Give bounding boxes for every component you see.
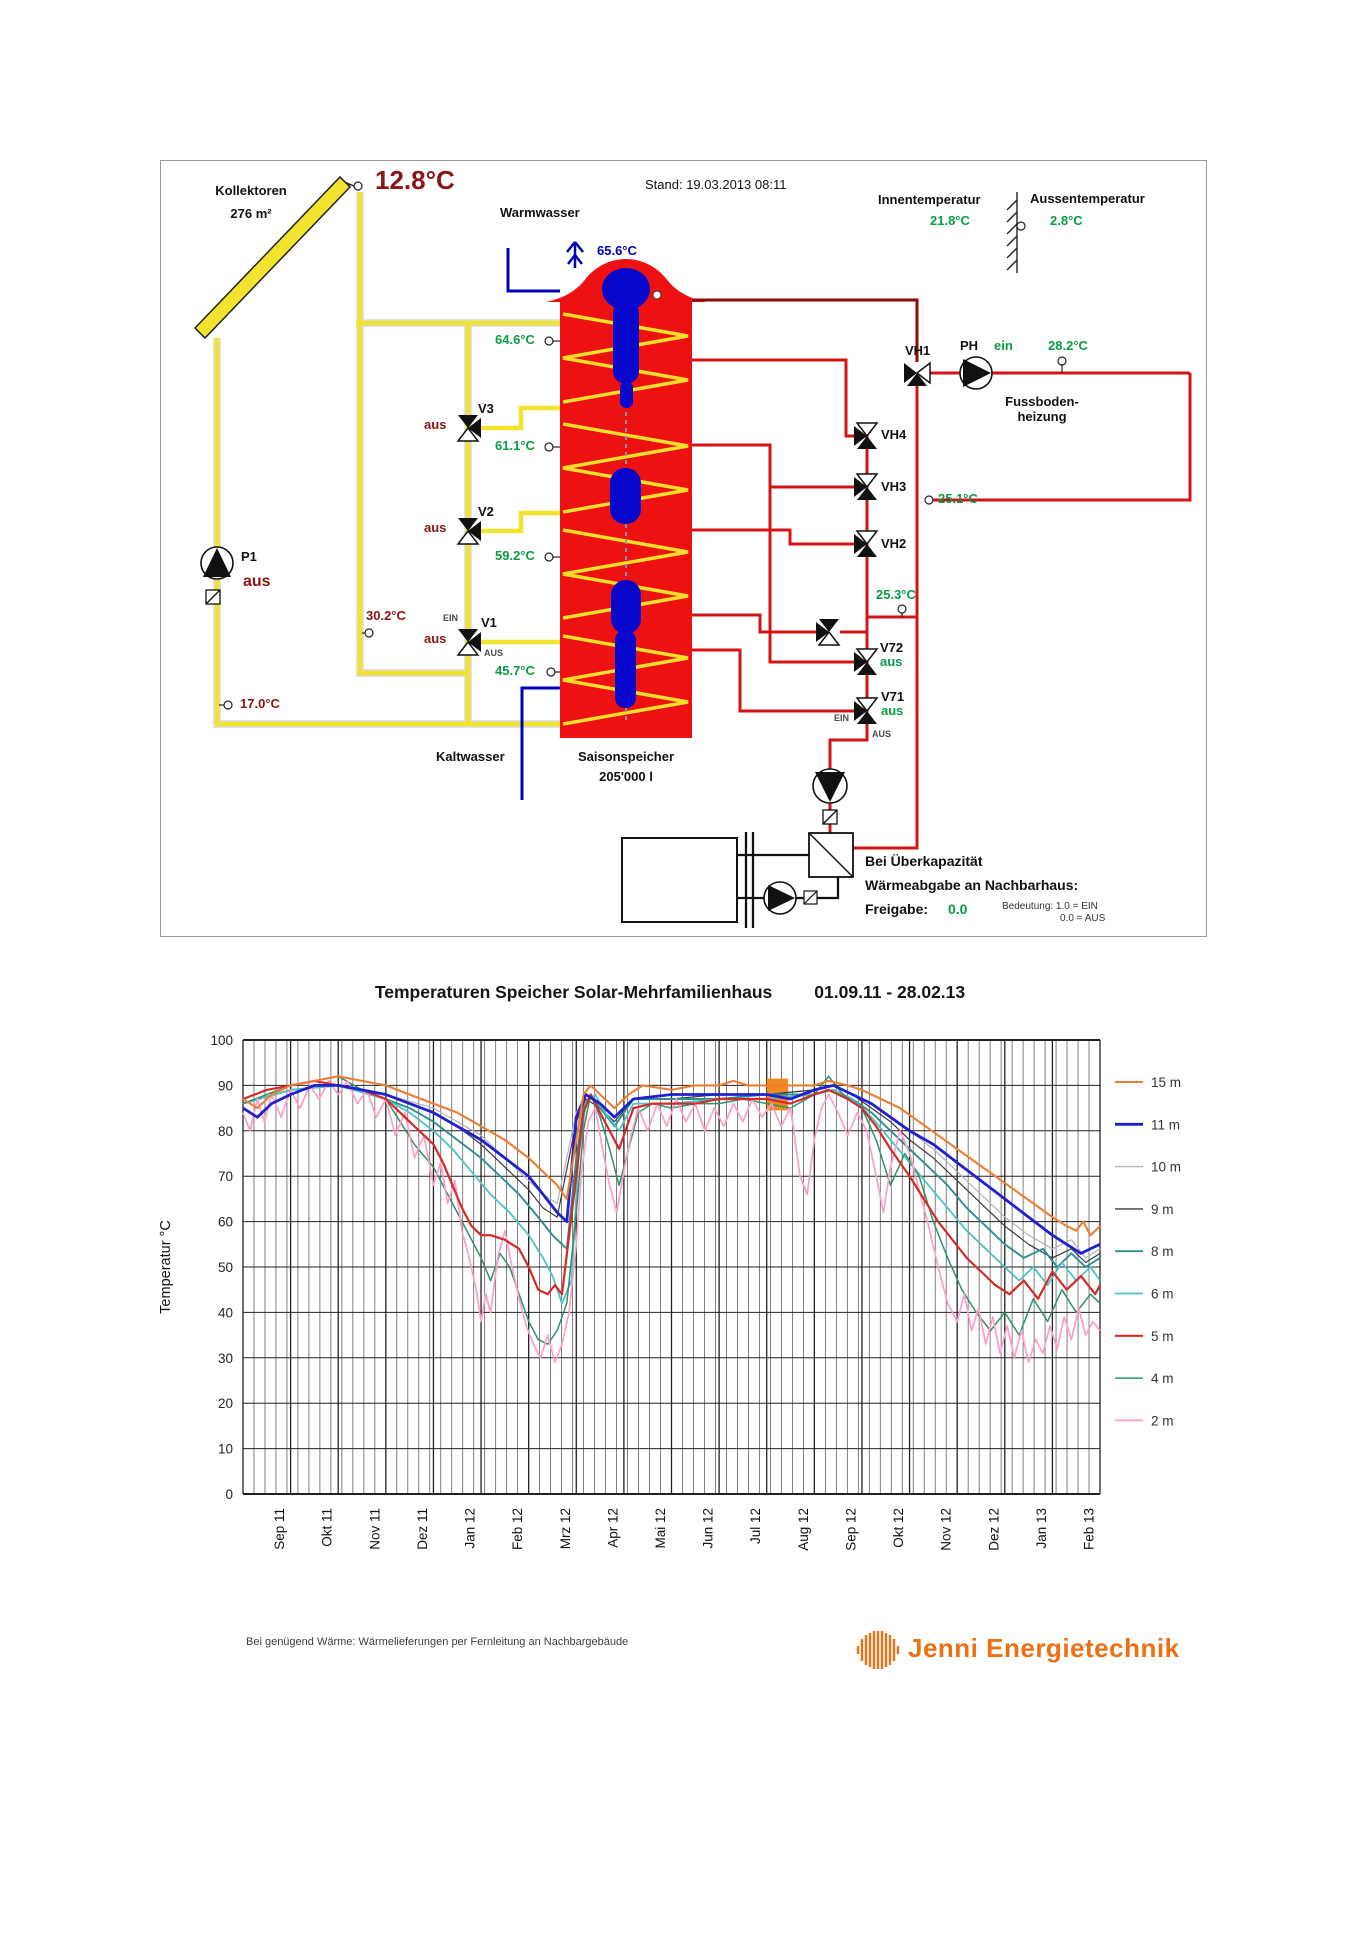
legend-note-1: Bedeutung: 1.0 = EIN	[1002, 901, 1098, 912]
indoor-value: 21.8°C	[930, 213, 970, 228]
y-tick-label: 0	[225, 1487, 233, 1502]
indoor-label: Innentemperatur	[878, 192, 981, 207]
x-tick-label: Okt 12	[891, 1508, 907, 1548]
x-tick-label: Dez 12	[986, 1508, 1002, 1551]
y-tick-label: 80	[217, 1123, 233, 1139]
x-tick-label: Mai 12	[653, 1508, 669, 1549]
y-tick-label: 60	[217, 1214, 233, 1230]
valve-v71-aus-label: AUS	[872, 729, 892, 739]
valve-v1-aus-label: AUS	[484, 648, 504, 658]
valve-v1-state: aus	[424, 631, 447, 646]
y-tick-label: 30	[217, 1350, 233, 1366]
valve-v1-label: V1	[481, 615, 497, 630]
x-tick-label: Sep 12	[843, 1508, 859, 1551]
pump-p1-label: P1	[241, 549, 257, 564]
legend-label: 2 m	[1151, 1413, 1174, 1429]
collector-return-temp: 17.0°C	[240, 696, 280, 711]
timestamp: Stand: 19.03.2013 08:11	[645, 177, 787, 192]
collector-flow-temp: 30.2°C	[366, 608, 406, 623]
y-tick-label: 100	[210, 1033, 233, 1048]
floor-heating-label-2: heizung	[1017, 409, 1067, 424]
pump-ph-label: PH	[960, 338, 979, 353]
legend-label: 5 m	[1151, 1328, 1174, 1344]
tank-temp-2: 61.1°C	[495, 438, 535, 453]
y-axis-title: Temperatur °C	[158, 1220, 174, 1314]
valve-vh3-label: VH3	[881, 479, 907, 494]
y-tick-label: 20	[217, 1396, 233, 1412]
x-tick-label: Apr 12	[605, 1508, 621, 1548]
x-tick-label: Mrz 12	[557, 1508, 573, 1550]
warmwater-temp: 65.6°C	[597, 243, 637, 258]
x-tick-label: Feb 13	[1081, 1508, 1097, 1551]
y-tick-label: 50	[217, 1260, 233, 1275]
pump-p1-state: aus	[243, 573, 271, 590]
x-tick-label: Nov 11	[367, 1508, 383, 1550]
chart-title-text: Temperaturen Speicher Solar-Mehrfamilienhaus	[374, 982, 773, 1002]
x-tick-label: Jun 12	[700, 1508, 716, 1549]
x-tick-label: Nov 12	[938, 1508, 954, 1551]
floor-heating-label-1: Fussboden-	[1005, 394, 1079, 409]
valve-v2-state: aus	[424, 520, 447, 535]
y-tick-label: 70	[217, 1169, 233, 1185]
y-tick-label: 40	[217, 1305, 233, 1321]
x-tick-label: Jan 12	[462, 1508, 478, 1549]
legend-label: 4 m	[1151, 1371, 1174, 1387]
valve-vh1-label: VH1	[905, 343, 931, 358]
x-tick-label: Okt 11	[319, 1508, 335, 1547]
pump-ph-state: ein	[994, 338, 1013, 353]
valve-v72-label: V72	[880, 640, 904, 655]
valve-vh4-label: VH4	[881, 427, 907, 442]
y-tick-label: 90	[217, 1078, 233, 1094]
valve-v3-state: aus	[424, 417, 447, 432]
outdoor-label: Aussentemperatur	[1030, 191, 1145, 206]
valve-v1-ein-label: EIN	[443, 613, 459, 623]
legend-label: 8 m	[1151, 1244, 1174, 1260]
freigabe-value: 0.0	[948, 901, 968, 917]
valve-vh2-label: VH2	[881, 536, 907, 551]
x-tick-label: Dez 11	[414, 1508, 430, 1550]
coldwater-label: Kaltwasser	[436, 749, 505, 764]
floor-heating-temp: 28.2°C	[1048, 338, 1088, 353]
legend-label: 10 m	[1151, 1159, 1182, 1175]
mix-temp: 25.3°C	[876, 587, 916, 602]
legend-label: 15 m	[1151, 1075, 1182, 1090]
brand-name: Jenni Energietechnik	[908, 1633, 1180, 1663]
valve-v3-label: V3	[478, 401, 494, 416]
x-tick-label: Jan 13	[1033, 1508, 1049, 1549]
valve-v71-label: V71	[881, 689, 905, 704]
footer-note: Bei genügend Wärme: Wärmelieferungen per Fernleitung an Nachbargebäude	[246, 1636, 629, 1648]
freigabe-label: Freigabe:	[865, 901, 929, 917]
collector-temp: 12.8°C	[375, 165, 455, 195]
collectors-title: Kollektoren	[215, 183, 287, 198]
x-tick-label: Aug 12	[795, 1508, 811, 1551]
legend-label: 9 m	[1151, 1201, 1174, 1217]
valve-v71-state: aus	[881, 703, 904, 718]
chart-period: 01.09.11 - 28.02.13	[814, 982, 966, 1002]
x-tick-label: Sep 11	[272, 1508, 288, 1550]
tank-volume: 205'000 l	[599, 769, 653, 784]
tank-temp-4: 45.7°C	[495, 663, 535, 678]
overcapacity-line2: Wärmeabgabe an Nachbarhaus:	[865, 877, 1079, 893]
x-tick-label: Feb 12	[510, 1508, 526, 1551]
tank-temp-3: 59.2°C	[495, 548, 535, 563]
legend-note-2: 0.0 = AUS	[1060, 913, 1106, 924]
tank-name: Saisonspeicher	[577, 749, 675, 764]
legend-label: 6 m	[1151, 1286, 1174, 1302]
warmwater-label: Warmwasser	[500, 205, 580, 220]
legend-label: 11 m	[1151, 1117, 1181, 1133]
collectors-area: 276 m²	[230, 206, 272, 221]
outdoor-value: 2.8°C	[1050, 213, 1083, 228]
valve-v72-state: aus	[880, 654, 903, 669]
tank-temp-1: 64.6°C	[495, 332, 535, 347]
x-tick-label: Jul 12	[748, 1508, 764, 1545]
y-tick-label: 10	[217, 1441, 233, 1457]
return-temp: 25.1°C	[938, 491, 978, 506]
valve-v71-ein-label: EIN	[834, 713, 850, 723]
overcapacity-line1: Bei Überkapazität	[865, 853, 983, 869]
valve-v2-label: V2	[478, 504, 494, 519]
